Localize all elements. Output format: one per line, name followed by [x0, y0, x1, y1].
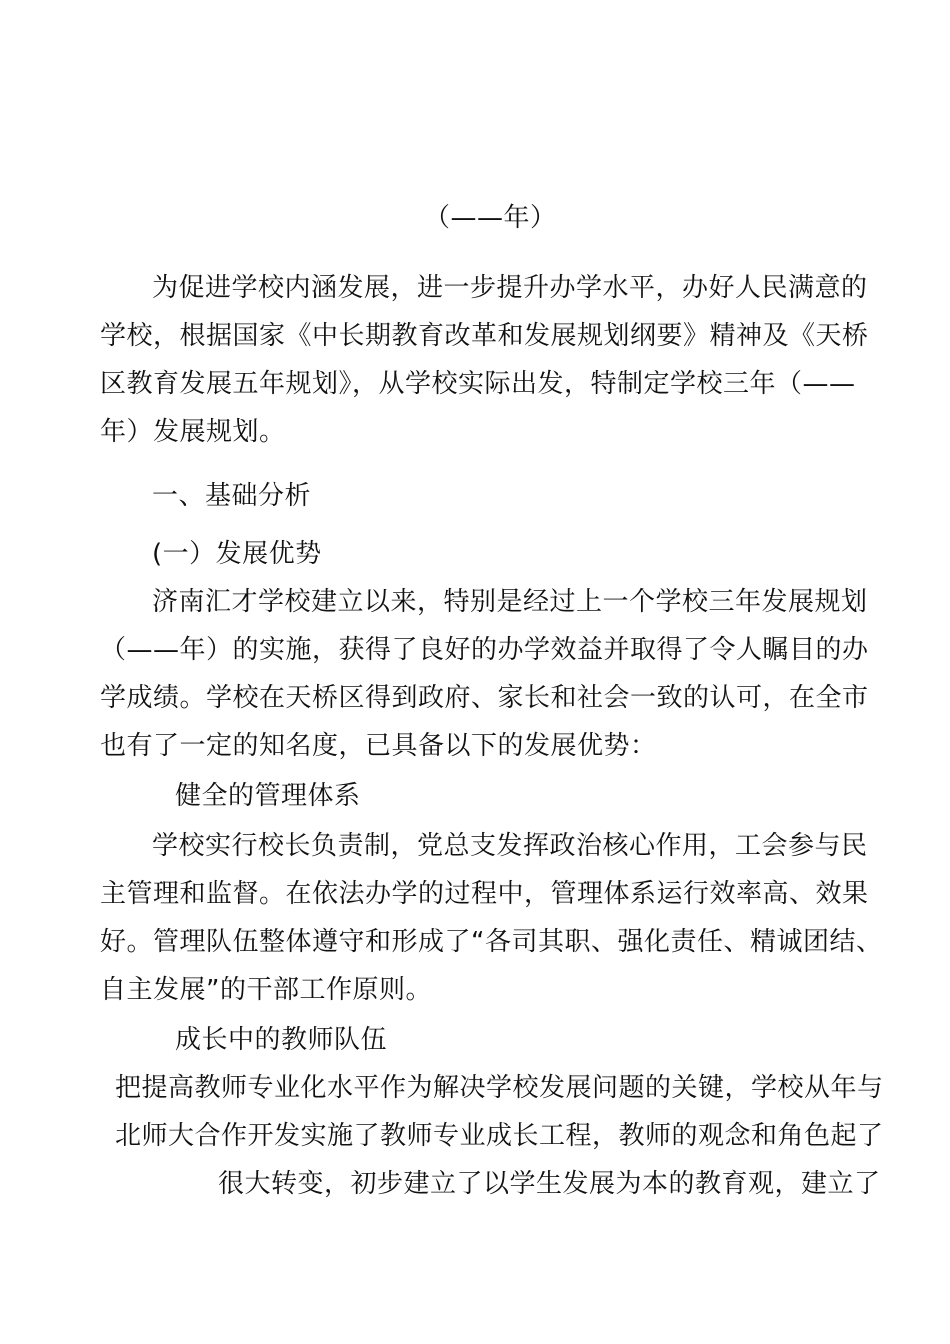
- advantages-line: 也有了一定的知名度，已具备以下的发展优势：: [100, 731, 657, 761]
- intro-line: 学校，根据国家《中长期教育改革和发展规划纲要》精神及《天桥: [100, 321, 869, 351]
- management-line: 自主发展”的干部工作原则。: [100, 975, 432, 1005]
- advantages-line: 学成绩。学校在天桥区得到政府、家长和社会一致的认可，在全市: [100, 683, 869, 713]
- intro-line: 区教育发展五年规划》，从学校实际出发，特制定学校三年（——: [100, 369, 856, 399]
- advantages-line: 济南汇才学校建立以来，特别是经过上一个学校三年发展规划: [152, 587, 868, 617]
- advantages-line: （——年）的实施，获得了良好的办学效益并取得了令人瞩目的办: [100, 635, 869, 665]
- year-heading: （——年）: [424, 203, 557, 233]
- section-heading: 一、基础分析: [152, 481, 312, 511]
- management-line: 主管理和监督。在依法办学的过程中，管理体系运行效率高、效果: [100, 879, 869, 909]
- subsection-heading: (一）发展优势: [152, 539, 322, 569]
- point-heading: 成长中的教师队伍: [175, 1025, 388, 1055]
- intro-line: 为促进学校内涵发展，进一步提升办学水平，办好人民满意的: [152, 273, 868, 303]
- point-heading: 健全的管理体系: [175, 781, 361, 811]
- teachers-line: 北师大合作开发实施了教师专业成长工程，教师的观念和角色起了: [115, 1121, 884, 1151]
- management-line: 学校实行校长负责制，党总支发挥政治核心作用，工会参与民: [152, 831, 868, 861]
- management-line: 好。管理队伍整体遵守和形成了“各司其职、强化责任、精诚团结、: [100, 927, 883, 957]
- teachers-line: 很大转变，初步建立了以学生发展为本的教育观，建立了: [218, 1169, 881, 1199]
- intro-line: 年）发展规划。: [100, 417, 286, 447]
- teachers-line: 把提高教师专业化水平作为解决学校发展问题的关键，学校从年与: [115, 1073, 884, 1103]
